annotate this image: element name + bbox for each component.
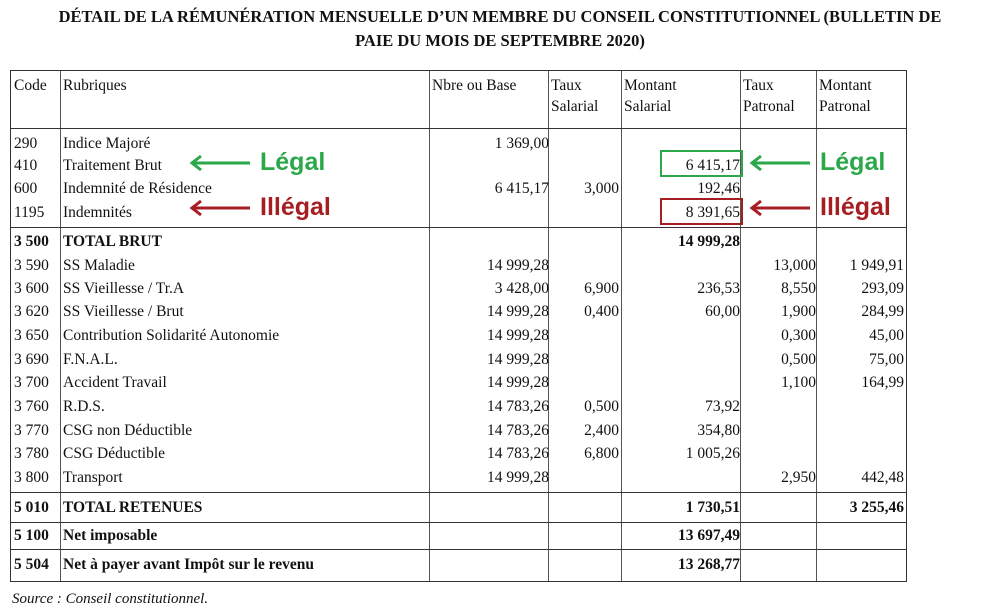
montant-salarial-cell: 8 391,65	[685, 204, 740, 221]
illegal-highlight-box	[660, 198, 743, 225]
label-cell: F.N.A.L.	[63, 351, 118, 368]
montant-salarial-cell: 13 268,77	[678, 556, 740, 573]
montant-patronal-cell: 75,00	[869, 351, 904, 368]
montant-salarial-cell: 354,80	[697, 422, 740, 439]
montant-patronal-cell: 293,09	[861, 280, 904, 297]
taux-patronal-cell: 13,000	[773, 257, 816, 274]
table-row	[11, 419, 908, 442]
header-rubriques: Rubriques	[63, 77, 127, 94]
code-cell: 5 504	[14, 556, 49, 573]
section-divider	[11, 522, 906, 523]
table-row	[11, 254, 908, 277]
legal-annotation-right	[748, 148, 885, 177]
arrow-left-icon	[748, 199, 810, 217]
legal-highlight-box	[660, 150, 743, 177]
illegal-annotation-right	[748, 193, 891, 222]
base-cell: 14 783,26	[487, 445, 549, 462]
arrow-left-icon	[188, 199, 250, 217]
table-row	[11, 348, 908, 371]
section-divider	[11, 492, 906, 493]
code-cell: 290	[14, 135, 38, 152]
title-line-1: DÉTAIL DE LA RÉMUNÉRATION MENSUELLE D’UN MEMBRE DU CONSEIL CONSTITUTIONNEL (BULLETIN DE	[58, 7, 942, 26]
label-cell: Net imposable	[63, 527, 158, 544]
taux-patronal-cell: 0,500	[781, 351, 816, 368]
label-cell: TOTAL RETENUES	[63, 499, 203, 516]
base-cell: 14 999,28	[487, 257, 549, 274]
base-cell: 14 783,26	[487, 422, 549, 439]
base-cell: 14 783,26	[487, 398, 549, 415]
table-row	[11, 466, 908, 489]
label-cell: Net à payer avant Impôt sur le revenu	[63, 556, 315, 573]
label-cell: Indice Majoré	[63, 135, 151, 152]
header-base: Nbre ou Base	[432, 77, 517, 94]
code-cell: 3 690	[14, 351, 49, 368]
header-taux-salarial	[551, 75, 598, 117]
header-taux-patronal-l2: Patronal	[743, 98, 795, 115]
montant-patronal-cell: 164,99	[861, 374, 904, 391]
section-divider	[11, 227, 906, 228]
legal-annotation-left	[188, 148, 325, 177]
label-cell: SS Maladie	[63, 257, 135, 274]
legal-label: Légal	[820, 148, 886, 176]
taux-patronal-cell: 1,100	[781, 374, 816, 391]
label-cell: Traitement Brut	[63, 157, 162, 174]
taux-salarial-cell: 3,000	[584, 180, 619, 197]
illegal-annotation-left	[188, 193, 331, 222]
montant-patronal-cell: 45,00	[869, 327, 904, 344]
illegal-label: Illégal	[260, 193, 331, 221]
label-cell: Accident Travail	[63, 374, 167, 391]
header-code: Code	[14, 77, 47, 94]
montant-salarial-cell: 60,00	[705, 303, 740, 320]
base-cell: 14 999,28	[487, 351, 549, 368]
label-cell: SS Vieillesse / Brut	[63, 303, 184, 320]
arrow-left-icon	[748, 154, 810, 172]
label-cell: R.D.S.	[63, 398, 105, 415]
montant-salarial-cell: 13 697,49	[678, 527, 740, 544]
payslip-table	[10, 70, 907, 582]
montant-salarial-cell: 236,53	[697, 280, 740, 297]
label-cell: Contribution Solidarité Autonomie	[63, 327, 280, 344]
label-cell: Indemnité de Résidence	[63, 180, 212, 197]
montant-patronal-cell: 1 949,91	[849, 257, 904, 274]
table-row-total-brut	[11, 230, 908, 253]
label-cell: TOTAL BRUT	[63, 233, 162, 250]
montant-patronal-cell: 3 255,46	[849, 499, 904, 516]
taux-patronal-cell: 8,550	[781, 280, 816, 297]
title-line-2: PAIE DU MOIS DE SEPTEMBRE 2020)	[355, 31, 645, 50]
base-cell: 14 999,28	[487, 327, 549, 344]
header-montant-salarial-l2: Salarial	[624, 98, 672, 115]
base-cell: 6 415,17	[494, 180, 549, 197]
montant-salarial-cell: 6 415,17	[685, 157, 740, 174]
table-row	[11, 300, 908, 323]
table-row	[11, 324, 908, 347]
montant-patronal-cell: 442,48	[861, 469, 904, 486]
montant-salarial-cell: 14 999,28	[678, 233, 740, 250]
arrow-left-icon	[188, 154, 250, 172]
code-cell: 3 780	[14, 445, 49, 462]
code-cell: 1195	[14, 204, 45, 221]
base-cell: 14 999,28	[487, 303, 549, 320]
montant-salarial-cell: 1 730,51	[685, 499, 740, 516]
header-montant-patronal-l1: Montant	[819, 77, 872, 94]
illegal-label: Illégal	[820, 193, 891, 221]
label-cell: CSG Déductible	[63, 445, 166, 462]
header-montant-patronal-l2: Patronal	[819, 98, 871, 115]
table-row	[11, 277, 908, 300]
section-divider	[11, 549, 906, 550]
base-cell: 14 999,28	[487, 469, 549, 486]
base-cell: 1 369,00	[494, 135, 549, 152]
code-cell: 5 010	[14, 499, 49, 516]
header-divider	[11, 128, 906, 129]
code-cell: 600	[14, 180, 38, 197]
taux-salarial-cell: 6,900	[584, 280, 619, 297]
document-title	[0, 5, 1000, 53]
code-cell: 3 600	[14, 280, 49, 297]
montant-salarial-cell: 73,92	[705, 398, 740, 415]
taux-salarial-cell: 0,500	[584, 398, 619, 415]
label-cell: Indemnités	[63, 204, 132, 221]
code-cell: 3 770	[14, 422, 49, 439]
source-note: Source : Conseil constitutionnel.	[12, 591, 209, 607]
taux-patronal-cell: 0,300	[781, 327, 816, 344]
header-montant-salarial	[624, 75, 677, 117]
taux-salarial-cell: 0,400	[584, 303, 619, 320]
table-row-net-imposable	[11, 524, 908, 547]
table-row-net-a-payer	[11, 553, 908, 576]
code-cell: 3 620	[14, 303, 49, 320]
code-cell: 3 800	[14, 469, 49, 486]
montant-salarial-cell: 1 005,26	[685, 445, 740, 462]
header-taux-salarial-l1: Taux	[551, 77, 582, 94]
header-montant-patronal	[819, 75, 872, 117]
legal-label: Légal	[260, 148, 326, 176]
montant-salarial-cell: 192,46	[697, 180, 740, 197]
table-row	[11, 395, 908, 418]
code-cell: 3 500	[14, 233, 49, 250]
taux-salarial-cell: 2,400	[584, 422, 619, 439]
code-cell: 3 700	[14, 374, 49, 391]
montant-patronal-cell: 284,99	[861, 303, 904, 320]
header-taux-patronal-l1: Taux	[743, 77, 774, 94]
code-cell: 3 760	[14, 398, 49, 415]
table-row-total-retenues	[11, 496, 908, 519]
label-cell: CSG non Déductible	[63, 422, 193, 439]
base-cell: 14 999,28	[487, 374, 549, 391]
taux-patronal-cell: 1,900	[781, 303, 816, 320]
header-taux-salarial-l2: Salarial	[551, 98, 599, 115]
label-cell: SS Vieillesse / Tr.A	[63, 280, 185, 297]
code-cell: 3 590	[14, 257, 49, 274]
code-cell: 3 650	[14, 327, 49, 344]
taux-patronal-cell: 2,950	[781, 469, 816, 486]
label-cell: Transport	[63, 469, 123, 486]
header-montant-salarial-l1: Montant	[624, 77, 677, 94]
base-cell: 3 428,00	[494, 280, 549, 297]
code-cell: 5 100	[14, 527, 49, 544]
table-row	[11, 442, 908, 465]
header-taux-patronal	[743, 75, 795, 117]
taux-salarial-cell: 6,800	[584, 445, 619, 462]
code-cell: 410	[14, 157, 38, 174]
table-row	[11, 371, 908, 394]
